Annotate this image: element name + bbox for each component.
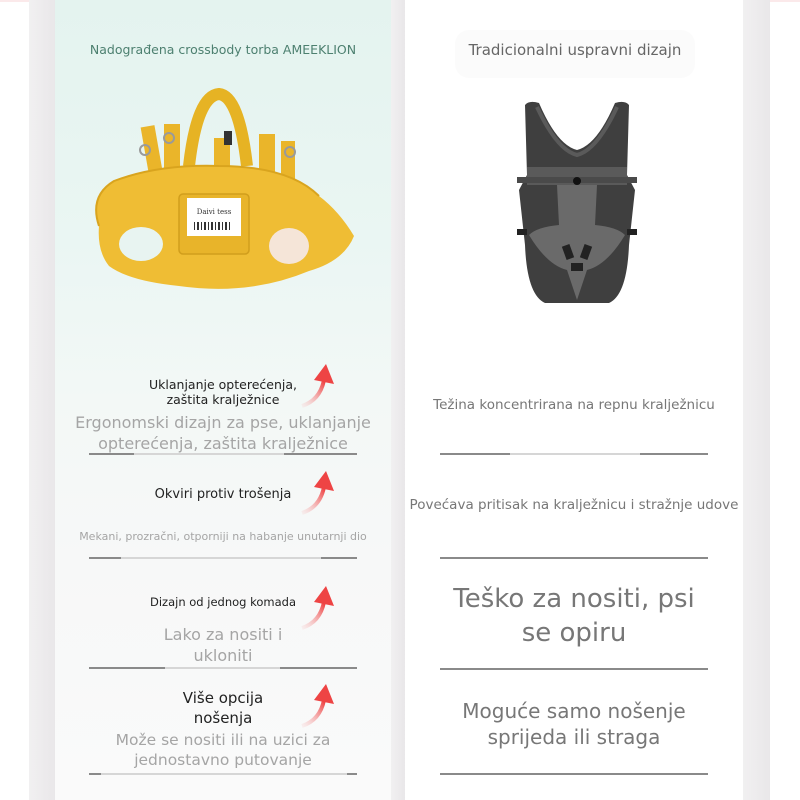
drawback-item — [405, 698, 743, 750]
divider — [440, 668, 708, 670]
red-curved-up-arrow-icon — [300, 584, 336, 630]
middle-gutter — [391, 0, 405, 800]
drawback-line: Moguće samo nošenje — [462, 699, 686, 723]
divider — [89, 453, 357, 455]
feature-description: Lako za nositi i — [163, 625, 283, 644]
feature-title: nošenja — [193, 709, 253, 727]
drawback-line: Teško za nositi, psi — [453, 584, 695, 614]
feature-title: Uklanjanje opterećenja, — [149, 377, 297, 392]
red-curved-up-arrow-icon — [300, 682, 336, 728]
ameeklion-panel — [55, 0, 391, 800]
drawback-item — [405, 582, 743, 650]
feature-title: Dizajn od jednog komada — [150, 595, 296, 609]
feature-description: jednostavno putovanje — [134, 751, 312, 769]
yellow-bag-image — [69, 86, 369, 296]
left-gutter — [29, 0, 55, 800]
feature-description: Može se nositi ili na uzici za — [115, 731, 331, 749]
divider — [440, 557, 708, 559]
feature-description: ukloniti — [193, 646, 253, 665]
red-curved-up-arrow-icon — [300, 362, 336, 408]
panel-title: Nadograđena crossbody torba AMEEKLION — [89, 42, 357, 57]
red-curved-up-arrow-icon — [300, 469, 336, 515]
divider — [440, 773, 708, 775]
feature-title: zaštita kralježnice — [166, 392, 280, 407]
drawback-line: se opiru — [521, 618, 627, 648]
feature-anti-wear — [55, 487, 391, 543]
feature-title: Više opcija — [182, 689, 264, 707]
feature-load-relief — [55, 377, 391, 454]
feature-one-piece — [55, 595, 391, 666]
divider — [440, 453, 708, 455]
traditional-carrier-panel — [405, 0, 743, 800]
black-carrier-image — [517, 95, 637, 310]
drawback-item: Povećava pritisak na kralježnicu i stražnje udove — [409, 497, 739, 513]
drawback-item: Težina koncentrirana na repnu kralježnicu — [433, 397, 715, 413]
feature-description: Ergonomski dizajn za pse, uklanjanje — [75, 413, 371, 432]
panel-title: Tradicionalni uspravni dizajn — [455, 30, 695, 78]
drawback-line: sprijeda ili straga — [487, 725, 661, 749]
feature-title: Okviri protiv trošenja — [154, 487, 292, 502]
divider — [89, 667, 357, 669]
feature-description: opterećenja, zaštita kralježnice — [98, 434, 348, 453]
feature-description: Mekani, prozračni, otporniji na habanje unutarnji dio — [79, 530, 367, 543]
divider — [89, 557, 357, 559]
feature-carry-options — [55, 688, 391, 770]
right-gutter — [743, 0, 770, 800]
divider — [89, 773, 357, 775]
svg-text:Daivi tess: Daivi tess — [196, 208, 232, 216]
